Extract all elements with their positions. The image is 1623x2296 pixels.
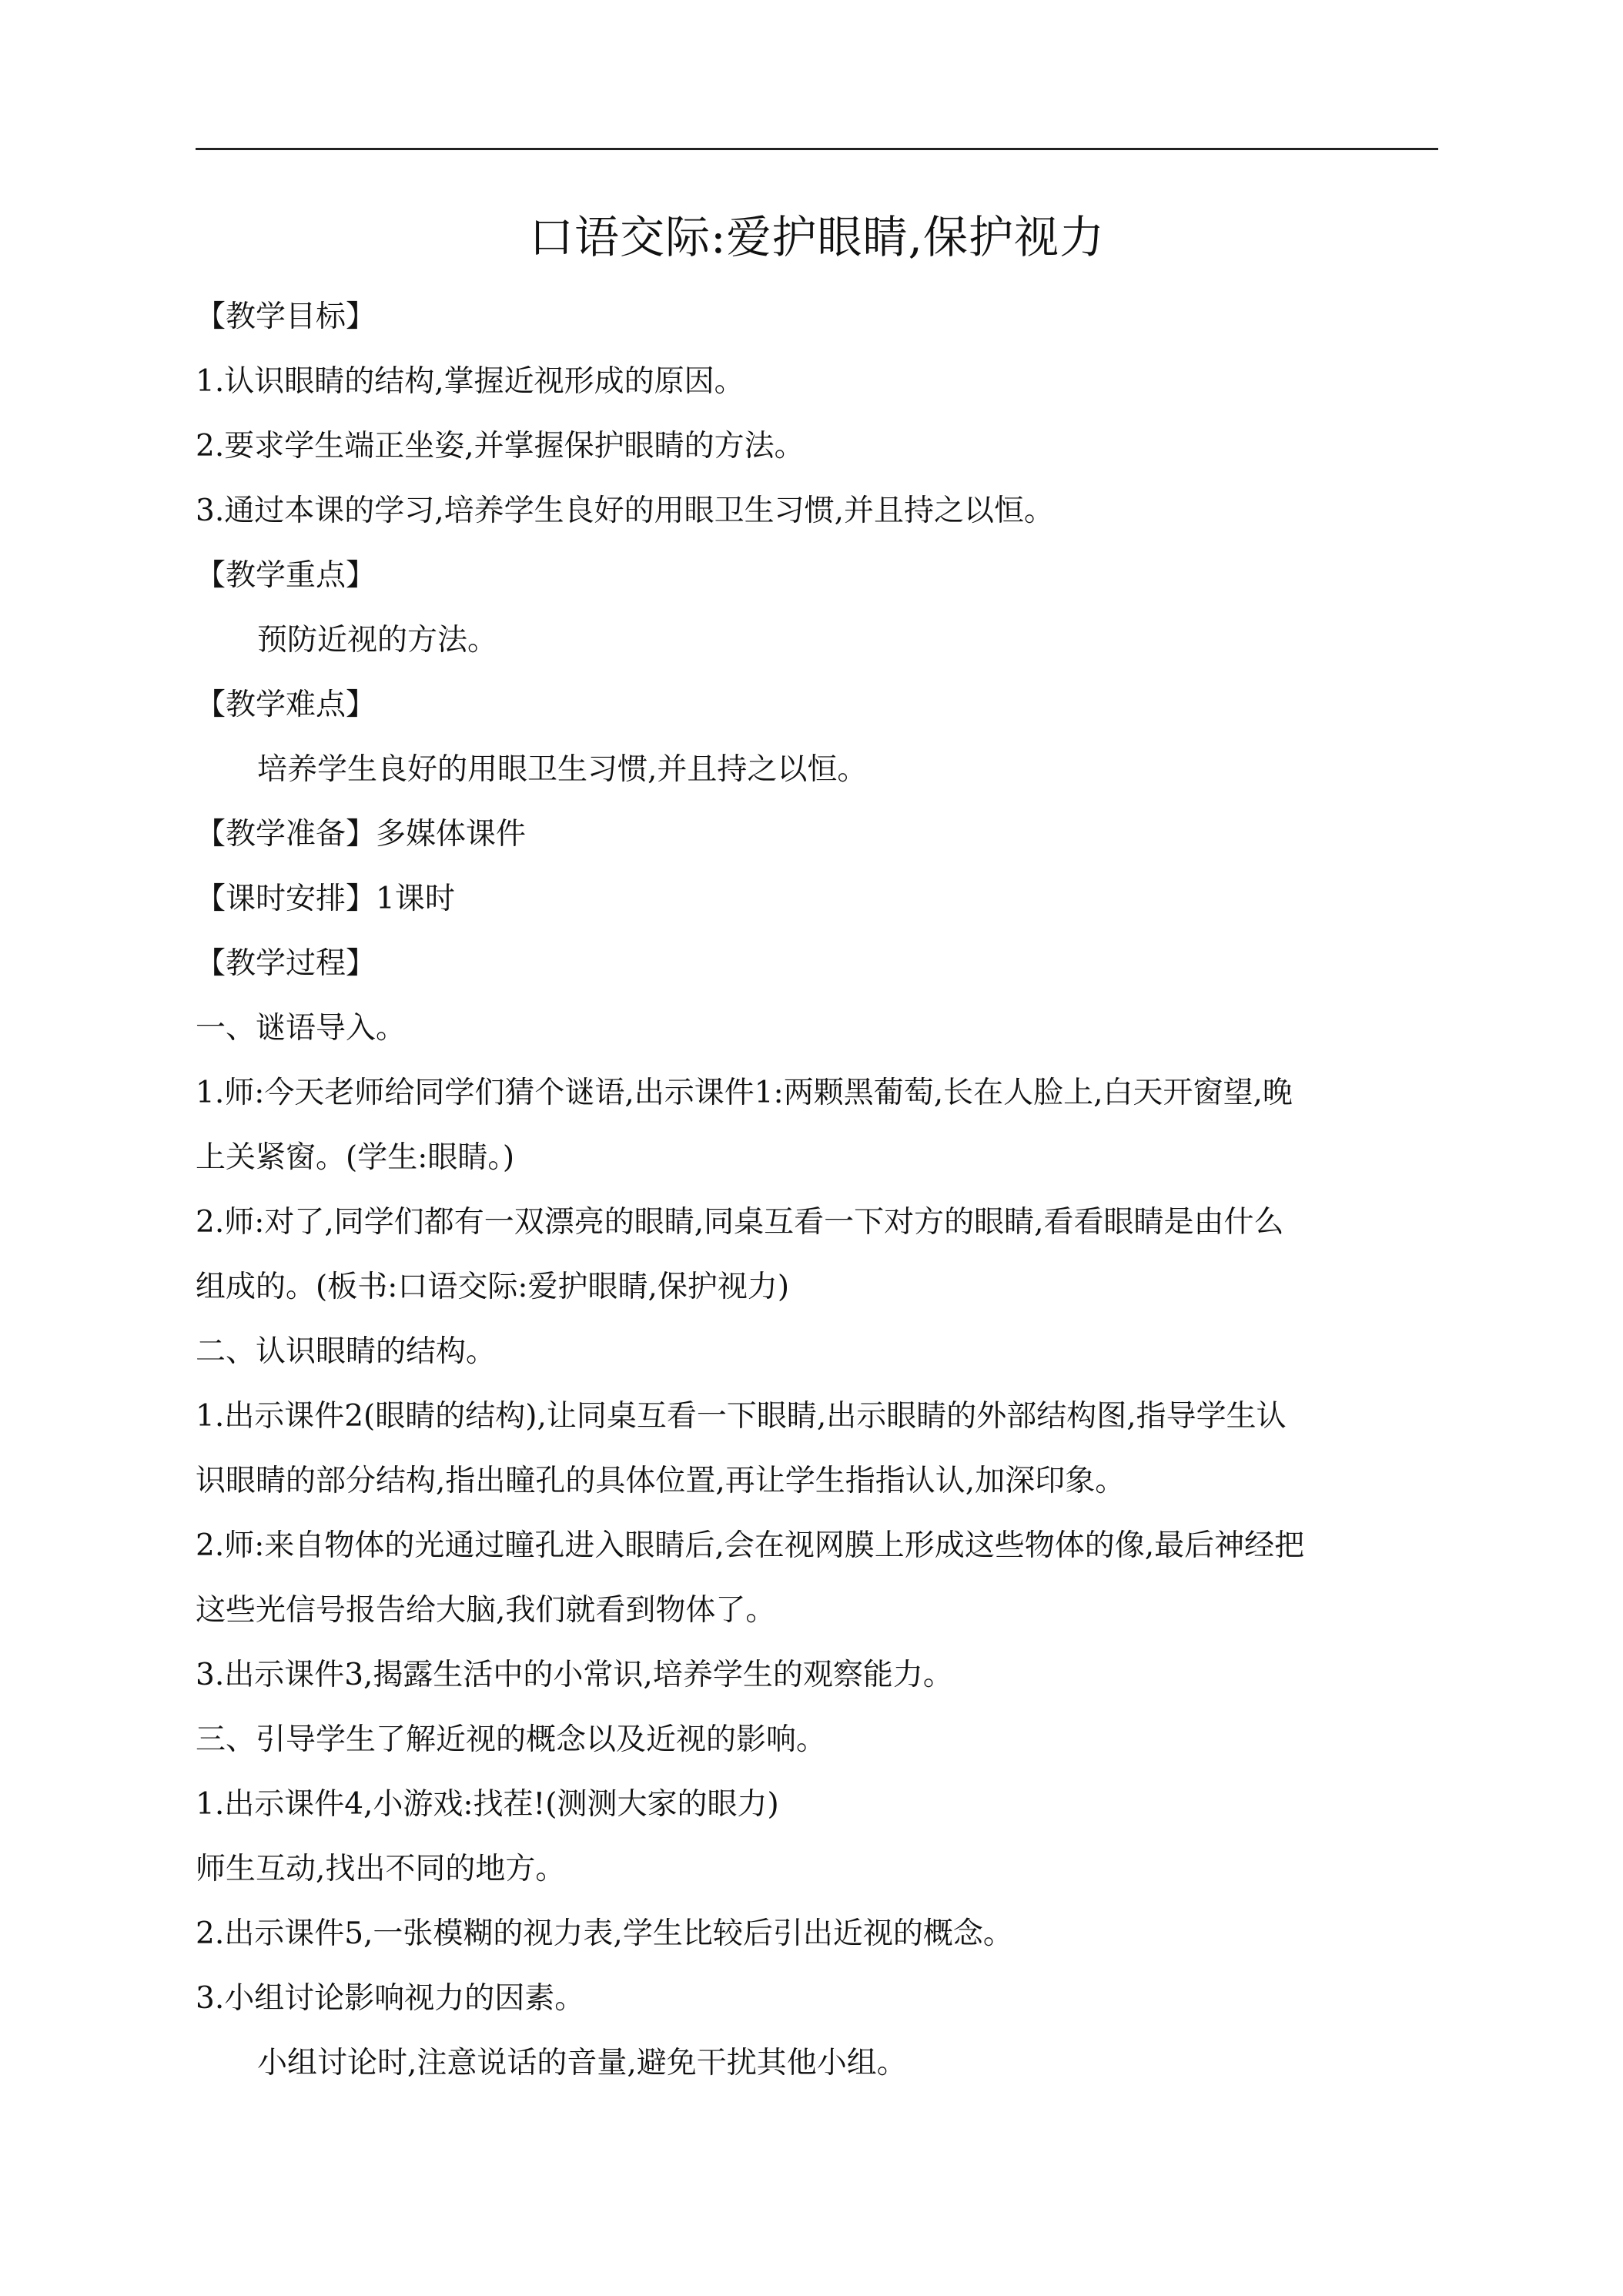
paragraph: 1.认识眼睛的结构,掌握近视形成的原因。 — [196, 364, 745, 399]
paragraph: 3.小组讨论影响视力的因素。 — [196, 1981, 585, 2016]
paragraph: 2.要求学生端正坐姿,并掌握保护眼睛的方法。 — [196, 429, 805, 464]
paragraph: 二、认识眼睛的结构。 — [196, 1334, 497, 1369]
paragraph: 1.出示课件2(眼睛的结构),让同桌互看一下眼睛,出示眼睛的外部结构图,指导学生认 — [196, 1399, 1287, 1434]
paragraph: 小组讨论时,注意说话的音量,避免干扰其他小组。 — [257, 2046, 907, 2080]
paragraph: 【课时安排】1课时 — [196, 882, 455, 916]
paragraph: 2.出示课件5,一张模糊的视力表,学生比较后引出近视的概念。 — [196, 1916, 1013, 1951]
paragraph: 3.通过本课的学习,培养学生良好的用眼卫生习惯,并且持之以恒。 — [196, 494, 1055, 528]
document-body — [196, 285, 1438, 2096]
paragraph: 3.出示课件3,揭露生活中的小常识,培养学生的观察能力。 — [196, 1658, 953, 1692]
paragraph: 1.出示课件4,小游戏:找茬!(测测大家的眼力) — [196, 1787, 779, 1822]
paragraph: 【教学过程】 — [196, 946, 376, 981]
paragraph: 一、谜语导入。 — [196, 1011, 407, 1046]
paragraph: 这些光信号报告给大脑,我们就看到物体了。 — [196, 1593, 776, 1628]
paragraph: 2.师:来自物体的光通过瞳孔进入眼睛后,会在视网膜上形成这些物体的像,最后神经把 — [196, 1528, 1305, 1563]
paragraph: 组成的。(板书:口语交际:爱护眼睛,保护视力) — [196, 1270, 790, 1304]
paragraph: 上关紧窗。(学生:眼睛。) — [196, 1140, 515, 1175]
paragraph: 【教学准备】多媒体课件 — [196, 817, 527, 852]
paragraph: 【教学难点】 — [196, 688, 376, 722]
paragraph: 三、引导学生了解近视的概念以及近视的影响。 — [196, 1722, 827, 1757]
paragraph: 2.师:对了,同学们都有一双漂亮的眼睛,同桌互看一下对方的眼睛,看看眼睛是由什么 — [196, 1205, 1284, 1240]
paragraph: 识眼睛的部分结构,指出瞳孔的具体位置,再让学生指指认认,加深印象。 — [196, 1464, 1126, 1498]
paragraph: 【教学目标】 — [196, 300, 376, 334]
paragraph: 预防近视的方法。 — [257, 623, 498, 658]
page-title: 口语交际:爱护眼睛,保护视力 — [529, 211, 1105, 263]
paragraph: 师生互动,找出不同的地方。 — [196, 1852, 566, 1886]
paragraph: 培养学生良好的用眼卫生习惯,并且持之以恒。 — [257, 752, 868, 787]
paragraph: 1.师:今天老师给同学们猜个谜语,出示课件1:两颗黑葡萄,长在人脸上,白天开窗望,晚 — [196, 1076, 1293, 1110]
header-rule — [196, 148, 1438, 150]
paragraph: 【教学重点】 — [196, 558, 376, 593]
